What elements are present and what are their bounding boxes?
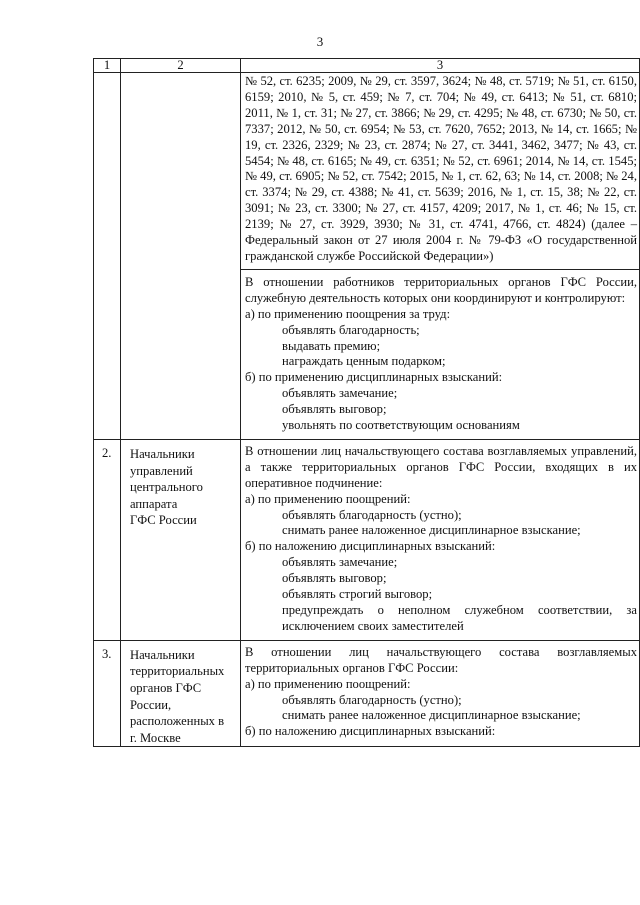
- powers-paragraph: В отношении работников территориальных органов ГФС России, служебную деятельность которых они координируют и контролируют:: [245, 274, 637, 305]
- official-title-cell: [121, 73, 241, 440]
- powers-paragraph: увольнять по соответствующим основаниям: [282, 418, 520, 433]
- official-title-line: территориальных: [130, 664, 225, 679]
- row-number-cell: [94, 73, 121, 440]
- page-number: 3: [316, 34, 324, 49]
- powers-paragraph: снимать ранее наложенное дисциплинарное взыскание;: [282, 708, 581, 723]
- official-title-line: расположенных в: [130, 714, 225, 729]
- powers-paragraph: объявлять выговор;: [282, 402, 387, 417]
- official-title-line: ГФС России: [130, 513, 197, 528]
- powers-paragraph: В отношении лиц начальствующего состава возглавляемых управлений, а также территориальных органов ГФС России, входящих в их оперативное подчинение:: [245, 443, 637, 490]
- powers-paragraph: предупреждать о неполном служебном соответствии, за исключением своих заместителей: [282, 603, 637, 633]
- powers-paragraph: объявлять благодарность (устно);: [282, 692, 462, 707]
- powers-cell: [241, 73, 640, 270]
- powers-paragraph: б) по наложению дисциплинарных взысканий:: [245, 539, 496, 554]
- header-col-1: 1: [94, 59, 121, 73]
- official-title-line: России,: [130, 697, 172, 712]
- table-row: [94, 640, 640, 747]
- powers-paragraph: объявлять замечание;: [282, 386, 398, 401]
- header-col-3: 3: [241, 59, 640, 73]
- powers-paragraph: объявлять строгий выговор;: [282, 587, 433, 602]
- powers-cell: [241, 269, 640, 439]
- powers-cell: [241, 439, 640, 640]
- official-title-line: органов ГФС: [130, 681, 202, 695]
- powers-paragraph: б) по наложению дисциплинарных взысканий:: [245, 724, 496, 739]
- powers-paragraph: снимать ранее наложенное дисциплинарное взыскание;: [282, 523, 581, 538]
- authority-table: [93, 58, 640, 747]
- powers-paragraph: а) по применению поощрения за труд:: [245, 306, 451, 321]
- official-title-cell: [121, 640, 241, 747]
- powers-paragraph: объявлять замечание;: [282, 555, 398, 570]
- row-number-cell: 2.: [94, 439, 121, 640]
- official-title-line: Начальники: [130, 647, 195, 662]
- official-title-cell: [121, 439, 241, 640]
- powers-paragraph: а) по применению поощрений:: [245, 491, 411, 506]
- table-header-row: [94, 59, 640, 73]
- official-title-line: центрального: [130, 480, 203, 495]
- powers-cell: [241, 640, 640, 747]
- powers-paragraph: объявлять благодарность;: [282, 322, 420, 337]
- powers-paragraph: выдавать премию;: [282, 338, 381, 353]
- powers-paragraph: № 52, ст. 6235; 2009, № 29, ст. 3597, 3624; № 48, ст. 5719; № 51, ст. 6150, 6159; 2010, № 5, ст. 459; № 7, ст. 704; № 49, ст. 6413; № 51, ст. 6810; 2011, № 1, ст. 31; № 27, ст. 3866; № 29, ст. 4295; № 48, ст. 6730; № 50, ст. 7337; 2012, № 50, ст. 6954; № 53, ст. 7620, 7652; 2013, № 14, ст. 1665; № 19, ст. 2326, 2329; № 23, ст. 2874; № 27, ст. 3441, 3462, 3477; № 43, ст. 5454; № 48, ст. 6165; № 49, ст. 6351; № 52, ст. 6961; 2014, № 14, ст. 1545; № 49, ст. 6905; № 52, ст. 7542; 2015, № 1, ст. 62, 63; № 14, ст. 2008; № 24, ст. 3374; № 29, ст. 4388; № 41, ст. 5639; 2016, № 1, ст. 15, 38; № 22, ст. 3091; № 23, ст. 3300; № 27, ст. 4157, 4209; 2017, № 1, ст. 46; № 15, ст. 2139; № 27, ст. 3929, 3930; № 31, ст. 4741, 4766, ст. 4824) (далее – Федеральный закон от 27 июля 2004 г. № 79-ФЗ «О государственной гражданской службе Российской Федерации»): [245, 74, 637, 263]
- row-number-cell: 3.: [94, 640, 121, 747]
- header-col-2: 2: [121, 59, 241, 73]
- official-title-line: управлений: [130, 463, 193, 478]
- powers-paragraph: объявлять благодарность (устно);: [282, 507, 462, 522]
- official-title-line: г. Москве: [130, 730, 181, 745]
- powers-paragraph: награждать ценным подарком;: [282, 354, 446, 369]
- powers-paragraph: а) по применению поощрений:: [245, 676, 411, 691]
- official-title-line: Начальники: [130, 446, 195, 461]
- table-row: [94, 73, 640, 270]
- table-row: [94, 439, 640, 640]
- powers-paragraph: объявлять выговор;: [282, 571, 387, 586]
- official-title-line: аппарата: [130, 496, 178, 511]
- powers-paragraph: б) по применению дисциплинарных взысканий:: [245, 370, 503, 385]
- powers-paragraph: В отношении лиц начальствующего состава возглавляемых территориальных органов ГФС России:: [245, 644, 637, 675]
